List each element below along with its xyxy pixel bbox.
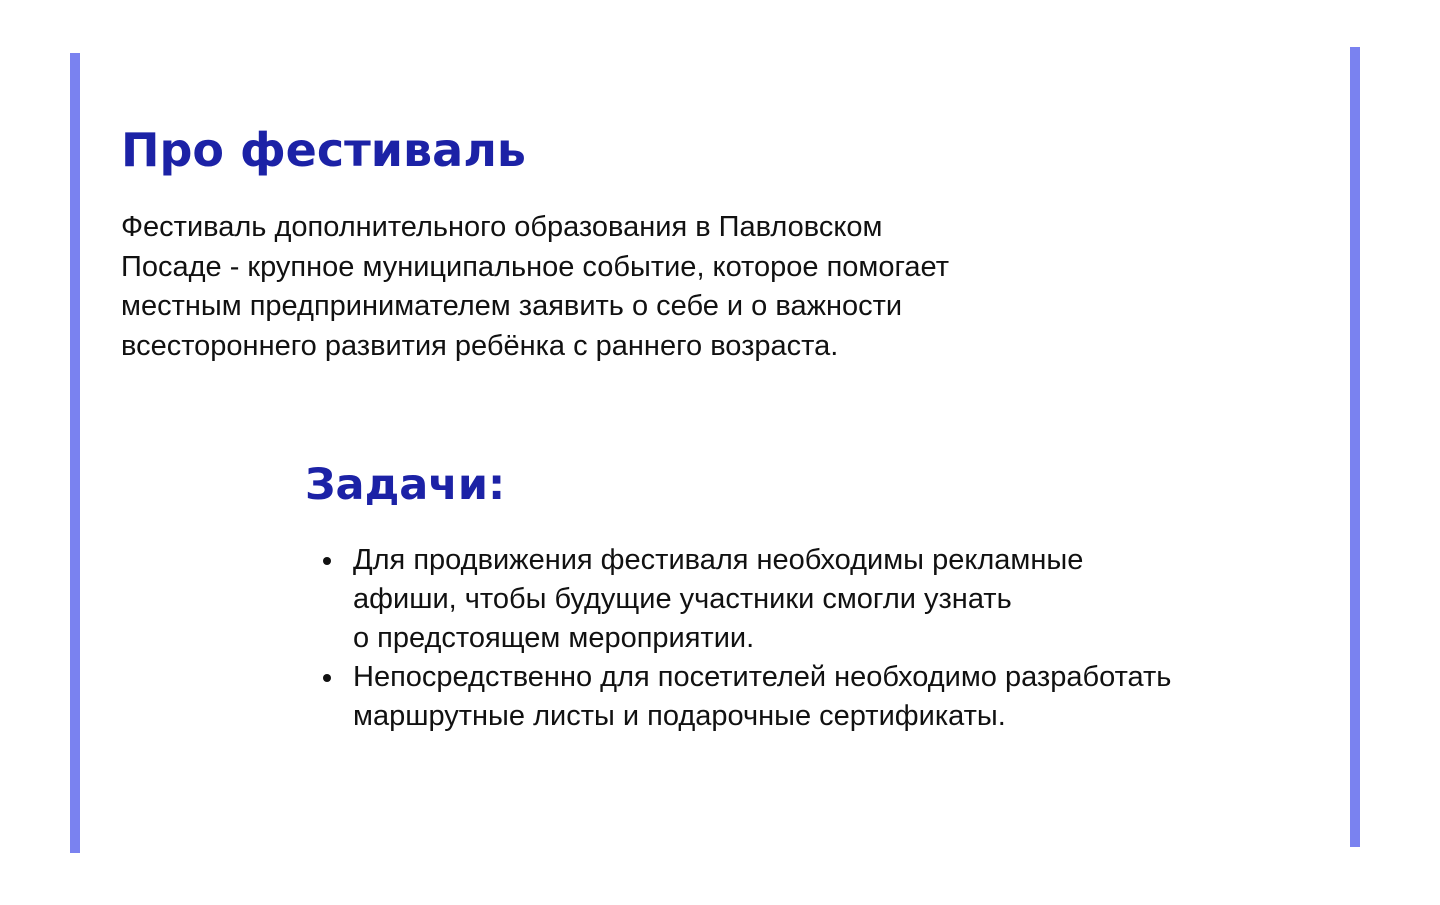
- task-line: Непосредственно для посетителей необходимо разработать: [353, 661, 1172, 693]
- tasks-title: Задачи:: [305, 460, 506, 510]
- task-line: о предстоящем мероприятии.: [353, 622, 755, 654]
- about-festival-title: Про фестиваль: [121, 123, 526, 177]
- description-line: местным предпринимателем заявить о себе и о важности: [121, 290, 903, 322]
- right-accent-bar: [1350, 47, 1360, 847]
- task-item: [305, 658, 1345, 736]
- task-line: маршрутные листы и подарочные сертификаты.: [353, 700, 1006, 732]
- left-accent-bar: [70, 53, 80, 853]
- bullet-icon: [323, 674, 331, 682]
- bullet-icon: [323, 557, 331, 565]
- description-line: Посаде - крупное муниципальное событие, которое помогает: [121, 250, 950, 283]
- task-line: Для продвижения фестиваля необходимы рекламные: [353, 544, 1084, 576]
- description-line: Фестиваль дополнительного образования в Павловском: [121, 211, 883, 243]
- description-line: всестороннего развития ребёнка с раннего возраста.: [121, 329, 839, 362]
- task-line: афиши, чтобы будущие участники смогли узнать: [353, 583, 1012, 615]
- about-festival-description: [121, 208, 1121, 366]
- task-item: [305, 541, 1345, 658]
- tasks-list: [305, 541, 1345, 736]
